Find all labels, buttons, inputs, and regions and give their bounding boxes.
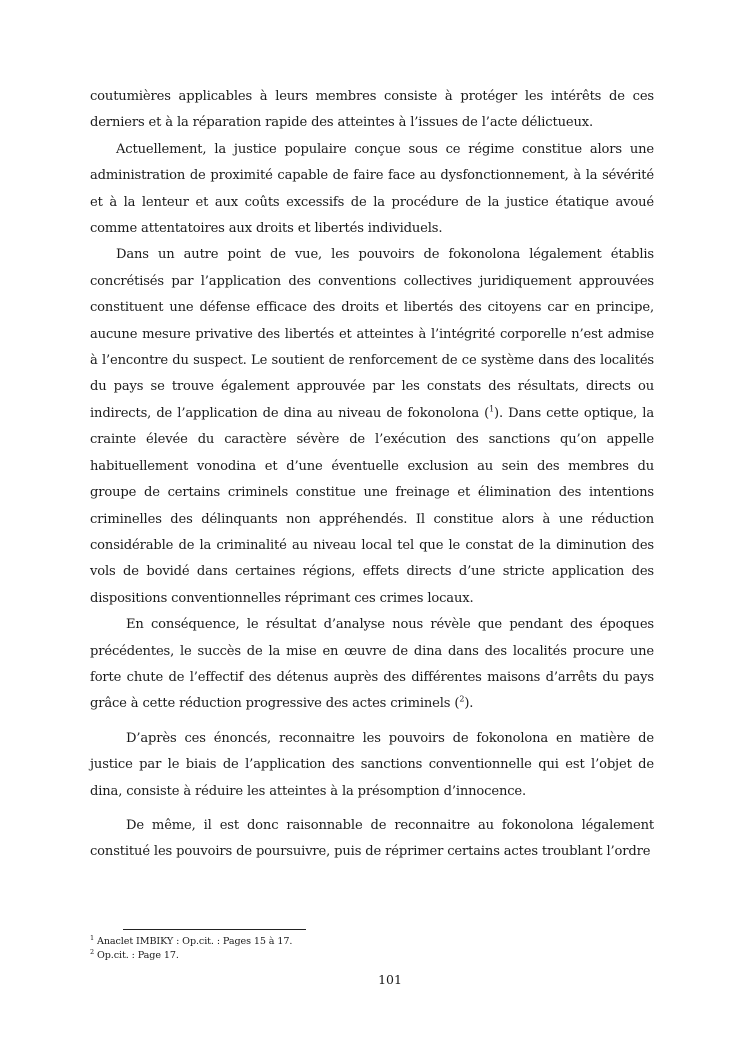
paragraph-text: ). Dans cette optique, la crainte élevée du caractère sévère de l’exécution des sanctions qu’on appelle habituellement vonodina et d’une éventuelle exclusion au sein des membres du groupe de certains criminels constitue une freinage et élimination des intentions criminelles des délinquants non appréhendés. Il constitue alors à une réduction considérable de la criminalité au niveau local tel que le constat de la diminution des vols de bovidé dans certaines régions, effets directs d’une stricte application des dispositions conventionnelles réprimant ces crimes locaux. [90, 405, 654, 606]
paragraph-de-meme: De même, il est donc raisonnable de reconnaitre au fokonolona légalement constitué les pouvoirs de poursuivre, puis de réprimer certains actes troublant l’ordre [90, 817, 654, 860]
footnote-number: 1 [90, 933, 95, 942]
paragraph-justice-populaire: Actuellement, la justice populaire conçue sous ce régime constitue alors une administration de proximité capable de faire face au dysfonctionnement, à la sévérité et à la lenteur et aux coûts excessifs de la procédure de la justice étatique avoué comme attentatoires aux droits et libertés individuels. [90, 141, 654, 237]
page-number: 101 [378, 972, 402, 987]
footnote-text: Op.cit. : Page 17. [94, 949, 179, 961]
paragraph-continuation: coutumières applicables à leurs membres consiste à protéger les intérêts de ces derniers et à la réparation rapide des atteintes à l’issues de l’acte délictueux. [90, 89, 654, 131]
paragraph-text: Dans un autre point de vue, les pouvoirs de fokonolona légalement établis concrétisés par l’application des conventions collectives juridiquement approuvées constituent une défense efficace des droits et libertés des citoyens car en principe, aucune mesure privative des libertés et atteintes à l’intégrité corporelle n’est admise à l’encontre du suspect. Le soutient de renforcement de ce système dans des localités du pays se trouve également approuvée par les constats des résultats, directs ou indirects, de l’application de dina au niveau de fokonolona ( [90, 247, 654, 421]
body-text [90, 84, 654, 866]
footnote-reference-1[interactable]: 1 [489, 404, 495, 414]
footnote-2 [90, 949, 650, 963]
footnote-number: 2 [90, 947, 95, 956]
footnote-reference-2[interactable]: 2 [459, 694, 465, 704]
footnote-1 [90, 935, 650, 949]
footnotes [90, 935, 650, 962]
paragraph-text: En conséquence, le résultat d’analyse nous révèle que pendant des époques précédentes, le succès de la mise en œuvre de dina dans des localités procure une forte chute de l’effectif des détenus auprès des différentes maisons d’arrêts du pays grâce à cette réduction progressive des actes criminels ( [90, 617, 654, 712]
paragraph-text: ). [464, 696, 474, 712]
paragraph-pouvoirs-fokonolona [90, 242, 654, 612]
footnote-separator [123, 929, 306, 930]
paragraph-enonces: D’après ces énoncés, reconnaitre les pouvoirs de fokonolona en matière de justice par le biais de l’application des sanctions conventionnelle qui est l’objet de dina, consiste à réduire les atteintes à la présomption d’innocence. [90, 730, 654, 799]
paragraph-consequence [90, 612, 654, 718]
footnote-text: Anaclet IMBIKY : Op.cit. : Pages 15 à 17. [94, 936, 293, 947]
